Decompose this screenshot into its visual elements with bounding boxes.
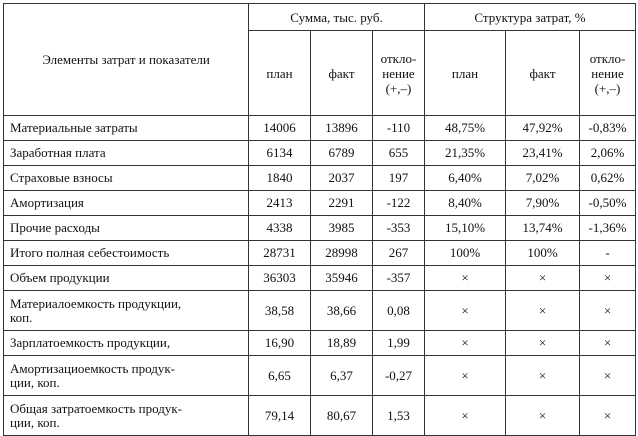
table-cell: -0,50% bbox=[580, 191, 636, 216]
row-label: Амортизациоемкость продук- ции, коп. bbox=[4, 356, 249, 396]
table-row bbox=[4, 216, 636, 241]
table-row bbox=[4, 331, 636, 356]
table-row bbox=[4, 191, 636, 216]
table-cell: -0,83% bbox=[580, 116, 636, 141]
table-row bbox=[4, 396, 636, 436]
row-label: Объем продукции bbox=[4, 266, 249, 291]
row-label: Зарплатоемкость продукции, bbox=[4, 331, 249, 356]
table-cell: × bbox=[506, 356, 580, 396]
table-row bbox=[4, 291, 636, 331]
table-cell: 6134 bbox=[249, 141, 311, 166]
table-cell: 8,40% bbox=[425, 191, 506, 216]
row-label: Страховые взносы bbox=[4, 166, 249, 191]
row-label: Материалоемкость продукции, коп. bbox=[4, 291, 249, 331]
table-cell: 7,02% bbox=[506, 166, 580, 191]
table-cell: 15,10% bbox=[425, 216, 506, 241]
table-cell: -122 bbox=[373, 191, 425, 216]
table-cell: × bbox=[506, 331, 580, 356]
table-cell: 2291 bbox=[311, 191, 373, 216]
table-cell: 28998 bbox=[311, 241, 373, 266]
table-row bbox=[4, 116, 636, 141]
table-cell: 2,06% bbox=[580, 141, 636, 166]
table-cell: 18,89 bbox=[311, 331, 373, 356]
table-cell: 0,08 bbox=[373, 291, 425, 331]
row-label: Прочие расходы bbox=[4, 216, 249, 241]
row-label: Итого полная себестоимость bbox=[4, 241, 249, 266]
header-struct-deviation: откло- нение (+,–) bbox=[580, 31, 636, 116]
table-cell: 38,58 bbox=[249, 291, 311, 331]
row-label: Заработная плата bbox=[4, 141, 249, 166]
table-cell: -353 bbox=[373, 216, 425, 241]
table-cell: × bbox=[580, 356, 636, 396]
table-cell: 655 bbox=[373, 141, 425, 166]
table-cell: × bbox=[425, 396, 506, 436]
table-cell: 2413 bbox=[249, 191, 311, 216]
table-cell: × bbox=[425, 331, 506, 356]
table-cell: 1,99 bbox=[373, 331, 425, 356]
table-cell: × bbox=[425, 291, 506, 331]
table-cell: 36303 bbox=[249, 266, 311, 291]
table-cell: 47,92% bbox=[506, 116, 580, 141]
table-cell: 3985 bbox=[311, 216, 373, 241]
table-cell: 100% bbox=[425, 241, 506, 266]
row-label: Общая затратоемкость продук- ции, коп. bbox=[4, 396, 249, 436]
table-row bbox=[4, 356, 636, 396]
header-elements: Элементы затрат и показатели bbox=[4, 4, 249, 116]
table-cell: 79,14 bbox=[249, 396, 311, 436]
table-cell: × bbox=[506, 396, 580, 436]
header-sum-group: Сумма, тыс. руб. bbox=[249, 4, 425, 31]
header-sum-fact: факт bbox=[311, 31, 373, 116]
table-cell: × bbox=[506, 266, 580, 291]
table-cell: 4338 bbox=[249, 216, 311, 241]
table-cell: 6,37 bbox=[311, 356, 373, 396]
table-cell: × bbox=[425, 356, 506, 396]
table-cell: 23,41% bbox=[506, 141, 580, 166]
header-structure-group: Структура затрат, % bbox=[425, 4, 636, 31]
table-cell: 13,74% bbox=[506, 216, 580, 241]
table-cell: -110 bbox=[373, 116, 425, 141]
cost-structure-table bbox=[3, 3, 636, 436]
row-label: Материальные затраты bbox=[4, 116, 249, 141]
table-cell: × bbox=[580, 291, 636, 331]
header-sum-deviation: откло- нение (+,–) bbox=[373, 31, 425, 116]
table-cell: 35946 bbox=[311, 266, 373, 291]
table-body bbox=[4, 116, 636, 436]
table-cell: × bbox=[506, 291, 580, 331]
table-cell: 197 bbox=[373, 166, 425, 191]
table-cell: × bbox=[580, 331, 636, 356]
table-cell: 1,53 bbox=[373, 396, 425, 436]
table-cell: -357 bbox=[373, 266, 425, 291]
table-cell: 38,66 bbox=[311, 291, 373, 331]
header-struct-plan: план bbox=[425, 31, 506, 116]
table-cell: - bbox=[580, 241, 636, 266]
table-cell: 13896 bbox=[311, 116, 373, 141]
table-cell: -1,36% bbox=[580, 216, 636, 241]
table-cell: 7,90% bbox=[506, 191, 580, 216]
table-cell: 14006 bbox=[249, 116, 311, 141]
table-cell: 6789 bbox=[311, 141, 373, 166]
table-row bbox=[4, 241, 636, 266]
table-cell: × bbox=[580, 396, 636, 436]
table-cell: 2037 bbox=[311, 166, 373, 191]
table-cell: 80,67 bbox=[311, 396, 373, 436]
table-cell: 1840 bbox=[249, 166, 311, 191]
table-cell: 16,90 bbox=[249, 331, 311, 356]
table-cell: 6,65 bbox=[249, 356, 311, 396]
table-cell: × bbox=[425, 266, 506, 291]
table-row bbox=[4, 266, 636, 291]
table-cell: -0,27 bbox=[373, 356, 425, 396]
table-cell: 100% bbox=[506, 241, 580, 266]
table-cell: 28731 bbox=[249, 241, 311, 266]
table-cell: 267 bbox=[373, 241, 425, 266]
table-cell: 48,75% bbox=[425, 116, 506, 141]
table-cell: 21,35% bbox=[425, 141, 506, 166]
table-cell: 6,40% bbox=[425, 166, 506, 191]
table-cell: 0,62% bbox=[580, 166, 636, 191]
header-sum-plan: план bbox=[249, 31, 311, 116]
header-struct-fact: факт bbox=[506, 31, 580, 116]
table-row bbox=[4, 166, 636, 191]
table-cell: × bbox=[580, 266, 636, 291]
table-row bbox=[4, 141, 636, 166]
row-label: Амортизация bbox=[4, 191, 249, 216]
